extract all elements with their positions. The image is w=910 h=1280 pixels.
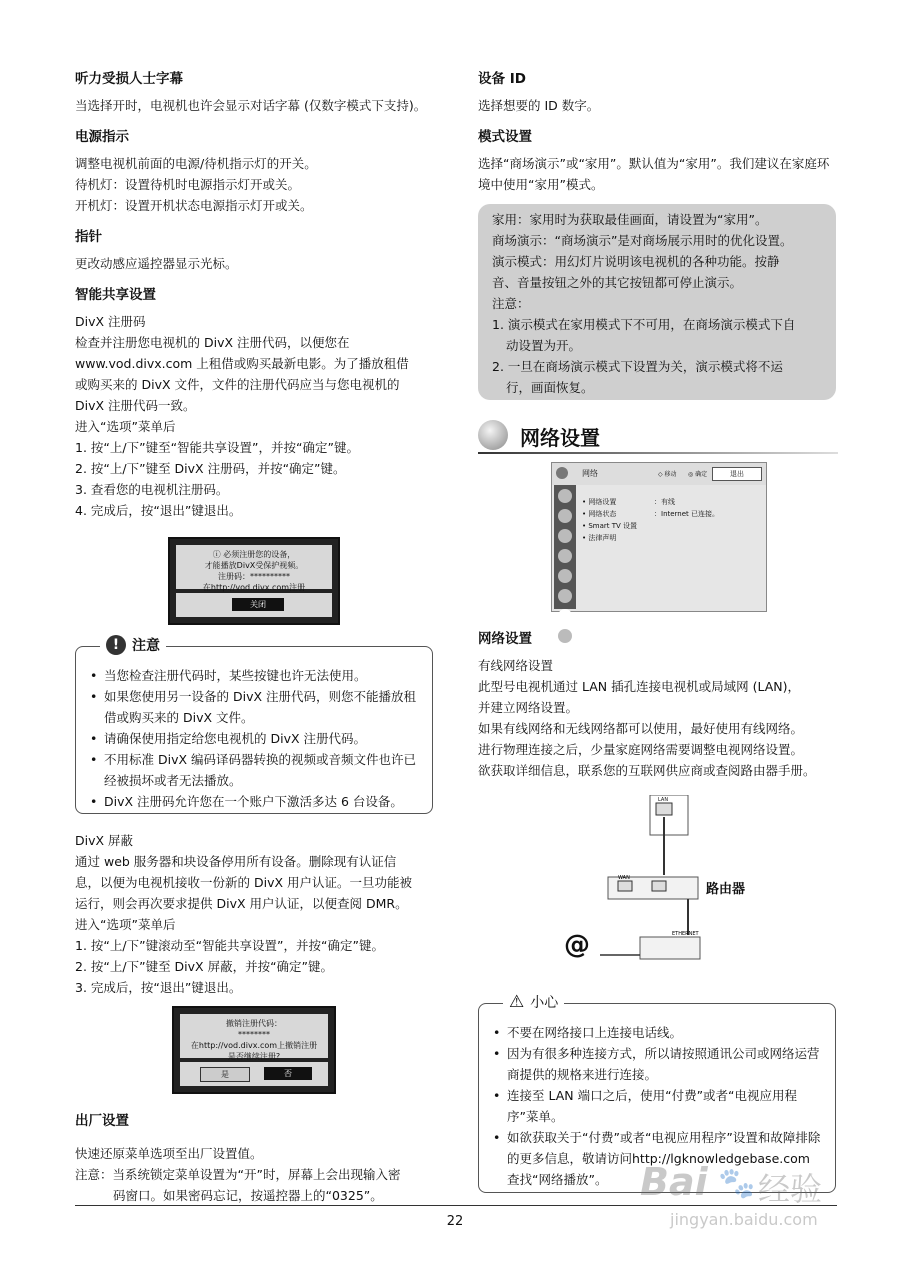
menu-header	[552, 463, 766, 485]
modem-box	[640, 937, 700, 959]
dialog-button-bar	[180, 1062, 328, 1086]
factory-reset-section	[75, 1112, 445, 1206]
caution-title-label: 小心	[530, 995, 559, 1011]
watermark-brand: Bai	[640, 1160, 708, 1204]
text: 检查并注册您电视机的 DivX 注册代码，以便您在	[75, 335, 350, 350]
text: 运行，则会再次要求提供 DivX 用户认证，以便查阅 DMR。	[75, 896, 408, 911]
dialog-button-bar	[176, 593, 332, 617]
list-item: • 连接至 LAN 端口之后，使用“付费”或者“电视应用程序”菜单。	[493, 1085, 825, 1127]
page-number: 22	[446, 1214, 464, 1229]
wan-port	[618, 881, 632, 891]
text: 欲获取详细信息，联系您的互联网供应商或查阅路由器手册。	[478, 763, 816, 778]
move-hint: ◇ 移动	[658, 471, 677, 478]
menu-title: 网络	[582, 469, 598, 478]
list-item: • 请确保使用指定给您电视机的 DivX 注册代码。	[90, 728, 422, 749]
router-lan-port	[652, 881, 666, 891]
menu-item-network-setting[interactable]: • 网络设置	[582, 498, 617, 506]
at-sign: @	[564, 930, 590, 960]
heading-hearing-impaired: 听力受损人士字幕	[75, 71, 183, 87]
text: 当选择开时，电视机也许会显示对话字幕 (仅数字模式下支持)。	[75, 98, 427, 113]
lan-label: LAN	[658, 797, 669, 803]
list-item: • 因为有很多种连接方式，所以请按照通讯公司或网络运营商提供的规格来进行连接。	[493, 1043, 825, 1085]
globe-icon	[478, 420, 508, 450]
text: 通过 web 服务器和块设备停用所有设备。删除现有认证信	[75, 854, 397, 869]
text: 开机灯：设置开机状态电源指示灯开或关。	[75, 198, 313, 213]
text: 音、音量按钮之外的其它按钮都可停止演示。	[492, 275, 743, 290]
dialog-text: ⓘ 必须注册您的设备，	[212, 550, 296, 559]
dialog-text: 撤销注册代码：	[226, 1019, 282, 1028]
ok-hint: ◎ 确定	[688, 471, 708, 478]
list-item: • 不用标准 DivX 编码译码器转换的视频或音频文件也许已经被损坏或者无法播放。	[90, 749, 422, 791]
text: 并建立网络设置。	[478, 700, 579, 715]
text: 动设置为开。	[506, 338, 582, 353]
text: 境中使用“家用”模式。	[478, 177, 604, 192]
dialog-body	[180, 1014, 328, 1061]
dialog-text: 在http://vod.divx.com注册	[202, 583, 306, 592]
network-icon	[556, 467, 568, 479]
exclamation-icon: !	[106, 635, 126, 655]
network-section-header	[478, 418, 838, 454]
lock-icon[interactable]	[558, 569, 572, 583]
dialog-body	[176, 545, 332, 592]
network-menu-screenshot	[551, 462, 767, 612]
left-column	[75, 70, 437, 521]
text: 如果有线网络和无线网络都可以使用，最好使用有线网络。	[478, 721, 804, 736]
text: 更改动感应遥控器显示光标。	[75, 256, 238, 271]
note-box	[75, 637, 433, 814]
subheading-divx-reg: DivX 注册码	[75, 314, 146, 329]
text: 息，以便为电视机接收一份新的 DivX 用户认证。一旦功能被	[75, 875, 413, 890]
ethernet-label: ETHERNET	[672, 931, 699, 937]
subheading-wired: 有线网络设置	[478, 658, 554, 673]
heading-pointer: 指针	[75, 229, 102, 245]
wired-network-section	[478, 630, 838, 781]
picture-icon[interactable]	[558, 489, 572, 503]
exit-label: 退出	[730, 470, 744, 478]
step: 1. 按“上/下”键至“智能共享设置”，并按“确定”键。	[75, 440, 359, 455]
text: DivX 注册代码一致。	[75, 398, 196, 413]
caution-title	[503, 992, 564, 1012]
text: www.vod.divx.com 上租借或购买最新电影。为了播放租借	[75, 356, 409, 371]
section-rule	[478, 452, 838, 454]
text: 选择“商场演示”或“家用”。默认值为“家用”。我们建议在家庭环	[478, 156, 830, 171]
dialog-text: ********	[238, 1030, 270, 1039]
heading-network-setting: 网络设置	[478, 631, 532, 647]
time-icon[interactable]	[558, 549, 572, 563]
heading-mode-setting: 模式设置	[478, 129, 532, 145]
text: 1. 演示模式在家用模式下不可用，在商场演示模式下自	[492, 317, 796, 332]
paw-icon: 🐾	[718, 1166, 756, 1201]
network-icon[interactable]	[558, 609, 572, 623]
connection-diagram	[560, 795, 760, 970]
watermark-url: jingyan.baidu.com	[670, 1210, 818, 1229]
sound-icon[interactable]	[558, 509, 572, 523]
text: 进行物理连接之后，少量家庭网络需要调整电视网络设置。	[478, 742, 804, 757]
watermark-jingyan: 经验	[758, 1170, 823, 1208]
option-icon[interactable]	[558, 589, 572, 603]
menu-value-network-status: ：Internet 已连接。	[654, 510, 720, 518]
text: 待机灯：设置待机时电源指示灯开或关。	[75, 177, 301, 192]
text: 注意：当系统锁定菜单设置为“开”时，屏幕上会出现输入密	[75, 1167, 401, 1182]
warning-triangle-icon: ⚠	[509, 992, 525, 1012]
setup-icon[interactable]	[558, 529, 572, 543]
menu-item-network-status[interactable]: • 网络状态	[582, 510, 617, 518]
step: 1. 按“上/下”键滚动至“智能共享设置”，并按“确定”键。	[75, 938, 384, 953]
close-button[interactable]: 关闭	[232, 598, 284, 611]
divx-registration-dialog	[168, 537, 340, 625]
text: 调整电视机前面的电源/待机指示灯的开关。	[75, 156, 317, 171]
text: 进入“选项”菜单后	[75, 917, 176, 932]
step: 2. 按“上/下”键至 DivX 屏蔽，并按“确定”键。	[75, 959, 334, 974]
heading-power-indicator: 电源指示	[75, 129, 129, 145]
heading-factory-reset: 出厂设置	[75, 1113, 129, 1129]
note-title	[100, 635, 166, 655]
router-label: 路由器	[706, 882, 746, 897]
list-item: • DivX 注册码允许您在一个账户下激活多达 6 台设备。	[90, 791, 422, 812]
heading-smart-share: 智能共享设置	[75, 287, 156, 303]
step: 2. 按“上/下”键至 DivX 注册码，并按“确定”键。	[75, 461, 346, 476]
step: 3. 完成后，按“退出”键退出。	[75, 980, 242, 995]
menu-sidebar	[554, 485, 576, 609]
yes-button[interactable]: 是	[200, 1067, 250, 1082]
section-heading: 网络设置	[520, 426, 600, 450]
dialog-text: 是否继续注册?	[227, 1052, 281, 1061]
heading-device-id: 设备 ID	[478, 71, 526, 87]
dialog-text: 注册码：**********	[218, 572, 290, 581]
note-title-label: 注意	[132, 638, 160, 654]
lan-port	[656, 803, 672, 815]
divx-deregistration-dialog	[172, 1006, 336, 1094]
step: 3. 查看您的电视机注册码。	[75, 482, 229, 497]
text: 注意：	[492, 296, 530, 311]
list-item: • 如果您使用另一设备的 DivX 注册代码，则您不能播放租借或购买来的 DivX 文件。	[90, 686, 422, 728]
subheading-divx-deactivation: DivX 屏蔽	[75, 833, 134, 848]
right-column	[478, 70, 838, 195]
text: 2. 一旦在商场演示模式下设置为关，演示模式将不运	[492, 359, 783, 374]
left-column-lower	[75, 830, 437, 998]
watermark	[640, 1160, 880, 1240]
dialog-text: 才能播放DivX受保护视频。	[204, 561, 304, 570]
note-list	[76, 647, 432, 818]
menu-item-legal[interactable]: • 法律声明	[582, 534, 617, 542]
dialog-text: 在http://vod.divx.com上撤销注册	[190, 1041, 318, 1050]
mode-info-panel	[478, 204, 836, 400]
menu-item-smart-tv[interactable]: • Smart TV 设置	[582, 522, 638, 530]
list-item: • 当您检查注册代码时，某些按键也许无法使用。	[90, 665, 422, 686]
wan-label: WAN	[618, 875, 630, 881]
list-item: • 如欲获取关于“付费”或者“电视应用程序”设置和故障排除的更多信息，敬请访问http://lgknowledgebase.com 查找“网络播放”。	[493, 1127, 825, 1190]
text: 行，画面恢复。	[506, 380, 594, 395]
menu-value-network-setting: ：有线	[654, 498, 675, 506]
text: 商场演示：“商场演示”是对商场展示用时的优化设置。	[492, 233, 793, 248]
no-button[interactable]: 否	[264, 1067, 312, 1080]
text: 家用：家用时为获取最佳画面，请设置为“家用”。	[492, 212, 768, 227]
text: 或购买来的 DivX 文件，文件的注册代码应当与您电视机的	[75, 377, 400, 392]
text: 演示模式：用幻灯片说明该电视机的各种功能。按静	[492, 254, 780, 269]
text: 选择想要的 ID 数字。	[478, 98, 600, 113]
text: 此型号电视机通过 LAN 插孔连接电视机或局域网 (LAN)，	[478, 679, 800, 694]
text: 快速还原菜单选项至出厂设置值。	[75, 1146, 263, 1161]
exit-button[interactable]	[712, 467, 762, 481]
list-item: • 不要在网络接口上连接电话线。	[493, 1022, 825, 1043]
step: 4. 完成后，按“退出”键退出。	[75, 503, 242, 518]
text: 进入“选项”菜单后	[75, 419, 176, 434]
text: 码窗口。如果密码忘记，按遥控器上的“0325”。	[113, 1188, 383, 1203]
